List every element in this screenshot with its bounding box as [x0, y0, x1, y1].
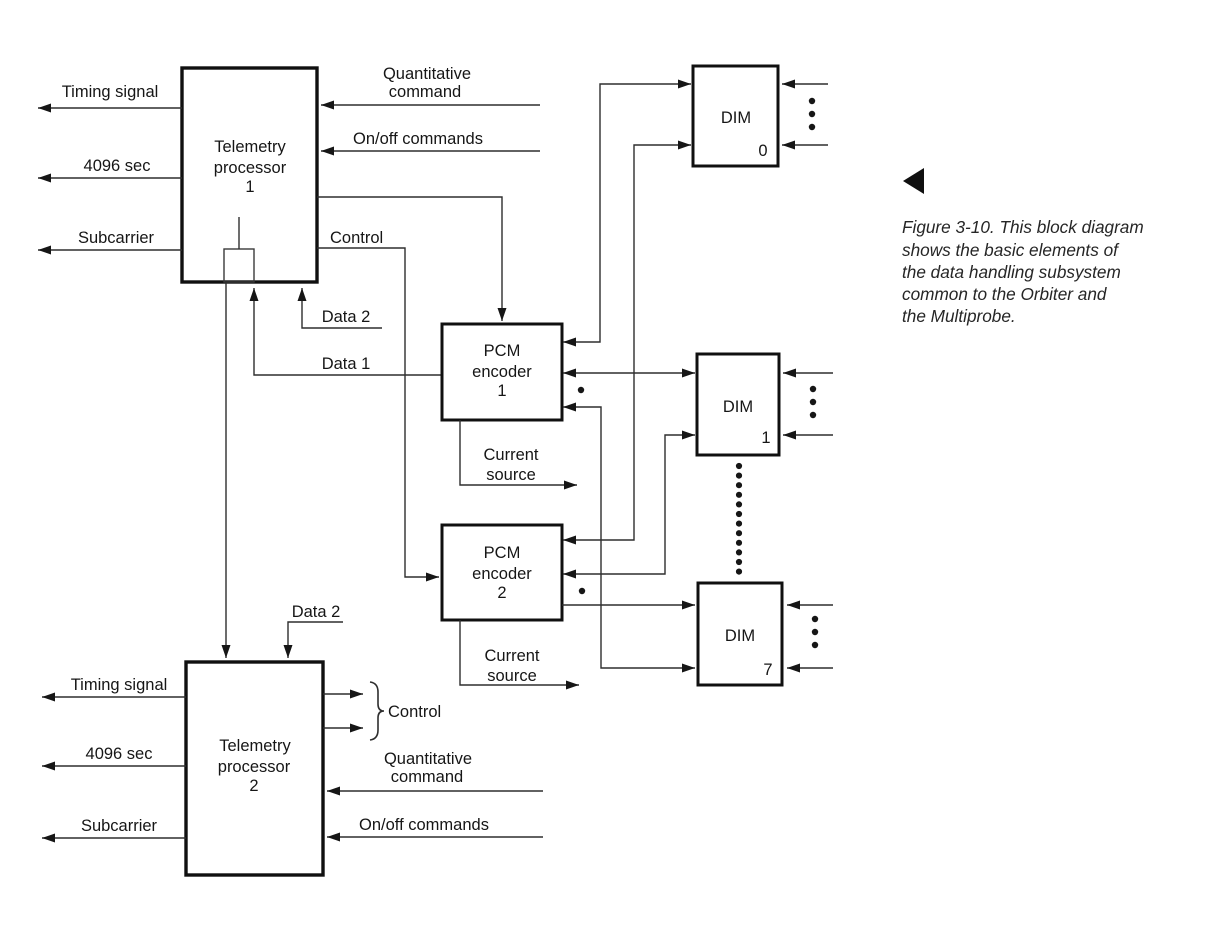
pcm2-current-source	[460, 620, 579, 685]
dim-7-ellipsis-dots	[812, 616, 818, 648]
tp1-left-outputs	[38, 83, 182, 250]
dim-1-ellipsis-dots	[810, 386, 816, 418]
pcm2-current-label-line1: Current	[484, 647, 540, 665]
tp2-left-outputs	[42, 676, 186, 838]
telemetry-processor-2-block	[186, 662, 323, 875]
pcm1-current-label-line2: source	[486, 466, 536, 484]
pcm1-label-line1: PCM	[483, 342, 521, 360]
control-brace-icon	[370, 682, 384, 740]
tp1-timing-signal-label: Timing signal	[61, 83, 159, 101]
dim-1-label: DIM	[722, 398, 754, 416]
tp1-control-label: Control	[330, 229, 384, 247]
pcm2-label-line3: 2	[497, 584, 507, 602]
pcm-dim-bus-wires	[562, 84, 695, 668]
tp1-subcarrier-label: Subcarrier	[77, 229, 155, 247]
dim-0-label: DIM	[720, 109, 752, 127]
caption-line-2: shows the basic elements of	[902, 240, 1118, 260]
tp2-command-inputs	[327, 750, 543, 837]
caption-line-3: the data handling subsystem	[902, 262, 1121, 282]
pcm-encoder-2-block	[442, 525, 585, 620]
caption-line-5: the Multiprobe.	[902, 306, 1016, 326]
tp1-data-inputs	[254, 288, 442, 375]
tp1-quantitative-label-line1: Quantitative	[382, 65, 472, 83]
dim-0-block	[693, 66, 828, 166]
pcm-encoder-1-block	[442, 324, 584, 420]
tp1-control-wire	[317, 248, 439, 577]
tp1-data2-label: Data 2	[321, 308, 371, 326]
tp1-label-line3: 1	[245, 178, 255, 196]
caption-line-1: Figure 3-10. This block diagram	[902, 217, 1144, 237]
tp2-control-outputs	[323, 682, 441, 740]
tp2-data2-label: Data 2	[291, 603, 341, 621]
dim-7-label: DIM	[724, 627, 756, 645]
dim-7-block	[698, 583, 833, 685]
figure-caption	[902, 168, 1144, 326]
tp2-data2-wire	[288, 622, 343, 658]
dim-7-index: 7	[763, 661, 773, 679]
tp2-control-label: Control	[388, 703, 442, 721]
caption-line-4: common to the Orbiter and	[902, 284, 1107, 304]
pcm2-current-label-line2: source	[487, 667, 537, 685]
tp2-quantitative-label-line2: command	[390, 768, 464, 786]
pcm2-dim1-wire	[563, 435, 695, 574]
dim-0-index: 0	[758, 142, 768, 160]
tp2-subcarrier-label: Subcarrier	[80, 817, 158, 835]
dim-0-ellipsis-dots	[809, 98, 815, 130]
tp2-label-line2: processor	[217, 758, 291, 776]
tp1-4096-sec-label: 4096 sec	[83, 157, 151, 175]
pcm1-dim7-wire	[563, 407, 695, 668]
pcm1-current-source	[460, 420, 577, 485]
pcm1-label-line2: encoder	[472, 363, 532, 381]
tp2-quantitative-label-line1: Quantitative	[383, 750, 473, 768]
tp1-data1-label: Data 1	[321, 355, 371, 373]
tp2-label-line1: Telemetry	[219, 737, 291, 755]
tp1-label-line1: Telemetry	[214, 138, 286, 156]
tp2-data2-input	[288, 603, 343, 658]
tp1-quantitative-label-line2: command	[388, 83, 462, 101]
pcm1-label-line3: 1	[497, 382, 507, 400]
tp1-control-path	[317, 229, 439, 577]
tp1-onoff-commands-label: On/off commands	[353, 130, 483, 148]
left-triangle-icon	[903, 168, 924, 194]
tp2-label-line3: 2	[249, 777, 259, 795]
dim-1-index: 1	[761, 429, 771, 447]
pcm1-current-label-line1: Current	[483, 446, 539, 464]
tp2-4096-sec-label: 4096 sec	[85, 745, 153, 763]
tp1-label-line2: processor	[213, 159, 287, 177]
tp2-onoff-commands-label: On/off commands	[359, 816, 489, 834]
pcm2-label-line2: encoder	[472, 565, 532, 583]
tp2-timing-signal-label: Timing signal	[70, 676, 168, 694]
pcm2-label-line1: PCM	[483, 544, 521, 562]
pcm2-ellipsis-dot	[579, 588, 585, 594]
telemetry-processor-1-block	[182, 68, 317, 282]
tp1-command-inputs	[321, 65, 540, 151]
pcm1-ellipsis-dot	[578, 387, 584, 393]
dim-1-block	[697, 354, 833, 455]
tp1-to-pcm1-wire	[317, 197, 502, 321]
pcm1-dim0-wire	[563, 84, 691, 342]
